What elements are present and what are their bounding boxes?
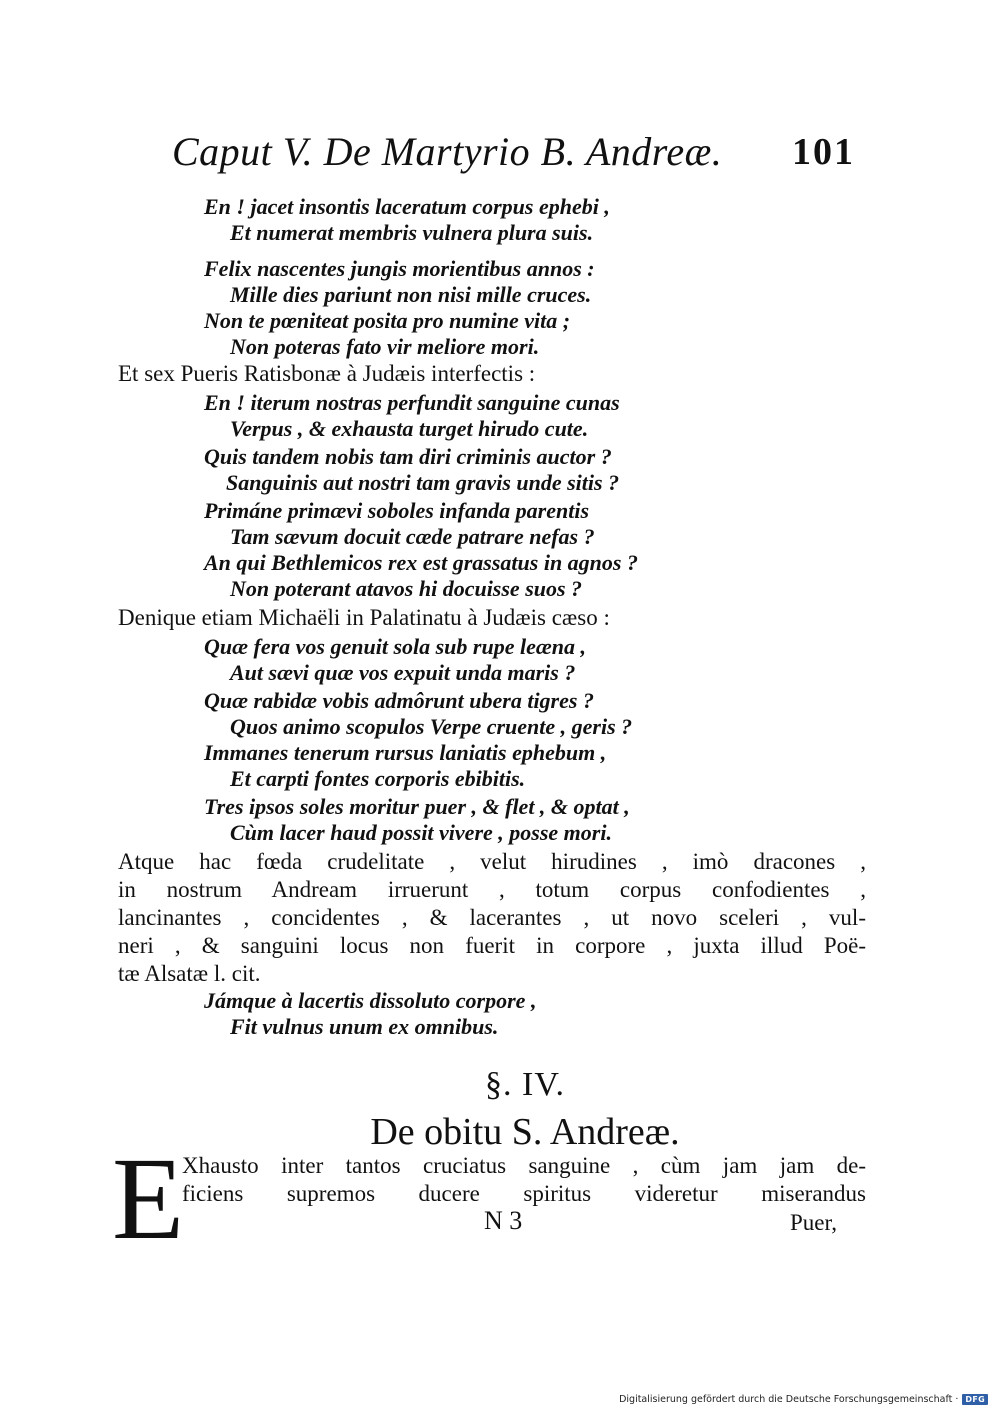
section-title: De obitu S. Andreæ. bbox=[370, 1111, 680, 1153]
opening-line: Xhausto inter tantos cruciatus sanguine , cùm jam jam de- bbox=[182, 1153, 866, 1178]
verse-line: Verpus , & exhausta turget hirudo cute. bbox=[230, 416, 589, 441]
verse-line: Mille dies pariunt non nisi mille cruces. bbox=[230, 282, 592, 307]
verse-line: Fit vulnus unum ex omnibus. bbox=[230, 1014, 499, 1039]
digitization-credit bbox=[619, 1394, 988, 1405]
verse-line: Non te pœniteat posita pro numine vita ; bbox=[204, 308, 571, 333]
verse-line: Aut sævi quæ vos expuit unda maris ? bbox=[230, 660, 576, 685]
dfg-logo-icon: DFG bbox=[962, 1394, 988, 1405]
prose-line: tæ Alsatæ l. cit. bbox=[118, 961, 261, 986]
verse-line: Primáne primævi soboles infanda parentis bbox=[204, 498, 590, 523]
prose-line: Denique etiam Michaëli in Palatinatu à Judæis cæso : bbox=[118, 605, 610, 630]
page-number: 101 bbox=[792, 131, 855, 173]
prose-line: Atque hac fœda crudelitate , velut hirudines , imò dracones , bbox=[118, 849, 866, 874]
running-head: Caput V. De Martyrio B. Andreæ. bbox=[172, 129, 723, 174]
verse-line: Jámque à lacertis dissoluto corpore , bbox=[204, 988, 537, 1013]
prose-line: lancinantes , concidentes , & lacerantes , ut novo sceleri , vul- bbox=[118, 905, 866, 930]
credit-text: Digitalisierung gefördert durch die Deutsche Forschungsgemeinschaft · bbox=[619, 1394, 959, 1405]
verse-line: Immanes tenerum rursus laniatis ephebum , bbox=[204, 740, 607, 765]
verse-line: En ! jacet insontis laceratum corpus ephebi , bbox=[204, 194, 610, 219]
verse-line: An qui Bethlemicos rex est grassatus in agnos ? bbox=[204, 550, 638, 575]
verse-line: Cùm lacer haud possit vivere , posse mori. bbox=[230, 820, 612, 845]
prose-line: in nostrum Andream irruerunt , totum corpus confodientes , bbox=[118, 877, 866, 902]
verse-line: Quis tandem nobis tam diri criminis auctor ? bbox=[204, 444, 612, 469]
drop-cap: E bbox=[112, 1133, 185, 1264]
verse-line: Non poteras fato vir meliore mori. bbox=[230, 334, 540, 359]
signature-mark: N 3 bbox=[484, 1206, 523, 1235]
verse-line: Felix nascentes jungis morientibus annos : bbox=[204, 256, 595, 281]
verse-line: En ! iterum nostras perfundit sanguine cunas bbox=[204, 390, 620, 415]
prose-line: Et sex Pueris Ratisbonæ à Judæis interfectis : bbox=[118, 361, 536, 386]
verse-line: Et carpti fontes corporis ebibitis. bbox=[230, 766, 526, 791]
verse-line: Quæ fera vos genuit sola sub rupe leæna , bbox=[204, 634, 586, 659]
verse-line: Non poterant atavos hi docuisse suos ? bbox=[230, 576, 583, 601]
verse-line: Quos animo scopulos Verpe cruente , geris ? bbox=[230, 714, 633, 739]
opening-line: ficiens supremos ducere spiritus videretur miserandus bbox=[182, 1181, 866, 1206]
verse-line: Tres ipsos soles moritur puer , & flet , & optat , bbox=[204, 794, 630, 819]
catchword: Puer, bbox=[790, 1210, 837, 1235]
verse-line: Sanguinis aut nostri tam gravis unde sitis ? bbox=[226, 470, 620, 495]
prose-line: neri , & sanguini locus non fuerit in corpore , juxta illud Poë- bbox=[118, 933, 866, 958]
verse-line: Quæ rabidæ vobis admôrunt ubera tigres ? bbox=[204, 688, 594, 713]
section-number: §. IV. bbox=[485, 1066, 565, 1103]
verse-line: Et numerat membris vulnera plura suis. bbox=[230, 220, 594, 245]
verse-line: Tam sævum docuit cæde patrare nefas ? bbox=[230, 524, 595, 549]
